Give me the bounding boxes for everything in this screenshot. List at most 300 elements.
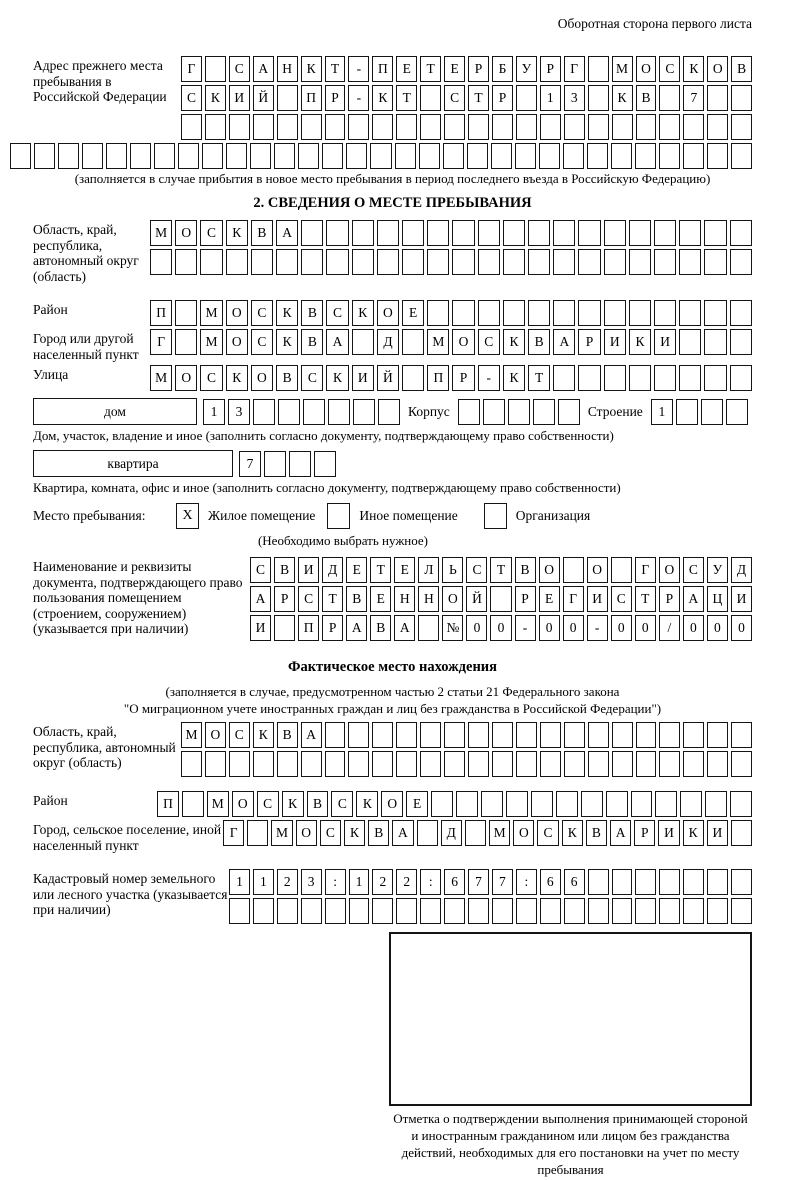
char-box[interactable] (402, 249, 424, 275)
char-box[interactable]: П (150, 300, 172, 326)
char-box[interactable] (730, 329, 752, 355)
char-box[interactable] (492, 114, 513, 140)
char-box[interactable]: Е (406, 791, 428, 817)
char-box[interactable]: 1 (203, 399, 225, 425)
char-box[interactable] (635, 143, 656, 169)
char-box[interactable] (352, 220, 374, 246)
char-box[interactable] (468, 898, 489, 924)
char-box[interactable] (612, 869, 633, 895)
char-box[interactable]: Т (325, 56, 346, 82)
char-box[interactable] (274, 615, 295, 641)
char-box[interactable]: О (707, 56, 728, 82)
char-box[interactable]: Н (418, 586, 439, 612)
char-box[interactable] (420, 114, 441, 140)
char-box[interactable] (629, 300, 651, 326)
char-box[interactable]: У (707, 557, 728, 583)
char-box[interactable]: П (301, 85, 322, 111)
char-box[interactable]: П (298, 615, 319, 641)
char-box[interactable] (611, 557, 632, 583)
char-box[interactable] (659, 898, 680, 924)
char-box[interactable] (659, 85, 680, 111)
char-box[interactable] (629, 365, 651, 391)
char-box[interactable]: А (276, 220, 298, 246)
char-box[interactable] (503, 220, 525, 246)
char-box[interactable] (444, 751, 465, 777)
char-box[interactable] (654, 365, 676, 391)
char-box[interactable]: В (307, 791, 329, 817)
char-box[interactable] (181, 114, 202, 140)
char-box[interactable]: Т (468, 85, 489, 111)
char-box[interactable] (348, 722, 369, 748)
char-box[interactable] (229, 114, 250, 140)
char-box[interactable] (611, 143, 632, 169)
char-box[interactable] (659, 114, 680, 140)
char-box[interactable]: К (372, 85, 393, 111)
char-box[interactable] (352, 329, 374, 355)
char-box[interactable]: И (587, 586, 608, 612)
char-box[interactable] (402, 329, 424, 355)
char-box[interactable]: - (587, 615, 608, 641)
char-box[interactable] (679, 365, 701, 391)
char-box[interactable]: : (420, 869, 441, 895)
char-box[interactable]: М (612, 56, 633, 82)
char-box[interactable] (82, 143, 103, 169)
char-box[interactable] (277, 751, 298, 777)
char-box[interactable] (730, 791, 752, 817)
char-box[interactable] (229, 898, 250, 924)
char-box[interactable] (130, 143, 151, 169)
char-box[interactable] (492, 898, 513, 924)
char-box[interactable] (731, 820, 752, 846)
char-box[interactable]: С (257, 791, 279, 817)
char-box[interactable] (528, 249, 550, 275)
char-box[interactable]: И (654, 329, 676, 355)
char-box[interactable]: В (346, 586, 367, 612)
char-box[interactable]: С (331, 791, 353, 817)
char-box[interactable]: 2 (277, 869, 298, 895)
char-box[interactable] (492, 722, 513, 748)
char-box[interactable] (301, 114, 322, 140)
char-box[interactable] (303, 399, 325, 425)
char-box[interactable] (372, 898, 393, 924)
char-box[interactable]: С (251, 329, 273, 355)
char-box[interactable] (483, 399, 505, 425)
char-box[interactable] (443, 143, 464, 169)
char-box[interactable] (478, 249, 500, 275)
char-box[interactable] (578, 249, 600, 275)
char-box[interactable]: - (348, 56, 369, 82)
char-box[interactable]: В (276, 365, 298, 391)
char-box[interactable] (58, 143, 79, 169)
stay-type-residential-checkbox[interactable]: X (176, 503, 199, 529)
char-box[interactable] (701, 399, 723, 425)
char-box[interactable]: Д (322, 557, 343, 583)
char-box[interactable] (326, 249, 348, 275)
char-box[interactable] (289, 451, 311, 477)
char-box[interactable]: О (251, 365, 273, 391)
char-box[interactable] (402, 365, 424, 391)
char-box[interactable]: Т (396, 85, 417, 111)
char-box[interactable] (301, 220, 323, 246)
char-box[interactable]: И (604, 329, 626, 355)
char-box[interactable] (352, 249, 374, 275)
char-box[interactable]: С (200, 220, 222, 246)
char-box[interactable] (205, 56, 226, 82)
char-box[interactable]: С (181, 85, 202, 111)
char-box[interactable] (492, 751, 513, 777)
char-box[interactable]: М (181, 722, 202, 748)
char-box[interactable]: Д (377, 329, 399, 355)
char-box[interactable] (277, 114, 298, 140)
char-box[interactable] (508, 399, 530, 425)
char-box[interactable] (578, 300, 600, 326)
char-box[interactable]: М (200, 329, 222, 355)
char-box[interactable] (178, 143, 199, 169)
char-box[interactable]: С (444, 85, 465, 111)
char-box[interactable]: 7 (492, 869, 513, 895)
char-box[interactable]: Й (377, 365, 399, 391)
char-box[interactable]: Й (253, 85, 274, 111)
char-box[interactable] (478, 220, 500, 246)
char-box[interactable]: С (251, 300, 273, 326)
char-box[interactable]: К (301, 56, 322, 82)
char-box[interactable] (395, 143, 416, 169)
char-box[interactable] (731, 85, 752, 111)
char-box[interactable] (181, 751, 202, 777)
char-box[interactable] (679, 220, 701, 246)
char-box[interactable] (528, 220, 550, 246)
char-box[interactable]: 0 (466, 615, 487, 641)
char-box[interactable] (683, 869, 704, 895)
char-box[interactable]: 3 (564, 85, 585, 111)
char-box[interactable]: О (377, 300, 399, 326)
char-box[interactable] (731, 143, 752, 169)
char-box[interactable]: 6 (444, 869, 465, 895)
char-box[interactable]: 1 (253, 869, 274, 895)
char-box[interactable] (558, 399, 580, 425)
char-box[interactable]: К (629, 329, 651, 355)
char-box[interactable] (277, 898, 298, 924)
char-box[interactable] (654, 249, 676, 275)
char-box[interactable]: Е (396, 56, 417, 82)
char-box[interactable] (490, 586, 511, 612)
char-box[interactable]: А (346, 615, 367, 641)
char-box[interactable] (707, 898, 728, 924)
char-box[interactable]: Н (277, 56, 298, 82)
char-box[interactable] (444, 898, 465, 924)
char-box[interactable] (726, 399, 748, 425)
char-box[interactable] (533, 399, 555, 425)
char-box[interactable] (553, 220, 575, 246)
char-box[interactable]: С (301, 365, 323, 391)
char-box[interactable]: О (226, 329, 248, 355)
char-box[interactable] (659, 751, 680, 777)
char-box[interactable] (659, 869, 680, 895)
char-box[interactable]: Г (181, 56, 202, 82)
char-box[interactable] (325, 114, 346, 140)
char-box[interactable] (452, 300, 474, 326)
char-box[interactable]: О (205, 722, 226, 748)
char-box[interactable]: - (478, 365, 500, 391)
char-box[interactable]: О (175, 365, 197, 391)
char-box[interactable] (458, 399, 480, 425)
char-box[interactable] (322, 143, 343, 169)
char-box[interactable]: Г (223, 820, 244, 846)
char-box[interactable] (516, 85, 537, 111)
char-box[interactable] (372, 722, 393, 748)
char-box[interactable]: С (298, 586, 319, 612)
char-box[interactable] (540, 722, 561, 748)
char-box[interactable] (587, 143, 608, 169)
char-box[interactable] (314, 451, 336, 477)
char-box[interactable] (478, 300, 500, 326)
char-box[interactable]: Т (420, 56, 441, 82)
char-box[interactable]: Л (418, 557, 439, 583)
char-box[interactable] (420, 898, 441, 924)
char-box[interactable]: В (586, 820, 607, 846)
char-box[interactable]: 1 (349, 869, 370, 895)
char-box[interactable] (431, 791, 453, 817)
char-box[interactable] (515, 143, 536, 169)
char-box[interactable]: Ь (442, 557, 463, 583)
char-box[interactable] (683, 114, 704, 140)
char-box[interactable] (468, 751, 489, 777)
char-box[interactable]: И (731, 586, 752, 612)
char-box[interactable] (704, 365, 726, 391)
char-box[interactable]: Р (540, 56, 561, 82)
char-box[interactable]: В (515, 557, 536, 583)
char-box[interactable]: О (381, 791, 403, 817)
char-box[interactable] (588, 56, 609, 82)
char-box[interactable]: О (296, 820, 317, 846)
char-box[interactable] (182, 791, 204, 817)
char-box[interactable] (417, 820, 438, 846)
char-box[interactable]: И (707, 820, 728, 846)
char-box[interactable]: К (562, 820, 583, 846)
char-box[interactable]: Е (539, 586, 560, 612)
char-box[interactable] (402, 220, 424, 246)
char-box[interactable] (467, 143, 488, 169)
char-box[interactable]: О (659, 557, 680, 583)
char-box[interactable]: И (229, 85, 250, 111)
char-box[interactable] (253, 114, 274, 140)
char-box[interactable]: Е (402, 300, 424, 326)
char-box[interactable] (731, 722, 752, 748)
char-box[interactable]: А (253, 56, 274, 82)
char-box[interactable]: В (301, 300, 323, 326)
char-box[interactable]: Б (492, 56, 513, 82)
char-box[interactable] (704, 249, 726, 275)
char-box[interactable] (491, 143, 512, 169)
char-box[interactable]: Т (322, 586, 343, 612)
char-box[interactable]: К (683, 56, 704, 82)
char-box[interactable]: Д (441, 820, 462, 846)
char-box[interactable] (553, 300, 575, 326)
char-box[interactable] (707, 143, 728, 169)
char-box[interactable] (503, 300, 525, 326)
char-box[interactable]: К (276, 329, 298, 355)
char-box[interactable]: С (229, 722, 250, 748)
char-box[interactable]: К (282, 791, 304, 817)
char-box[interactable]: 6 (540, 869, 561, 895)
char-box[interactable] (175, 329, 197, 355)
char-box[interactable]: В (370, 615, 391, 641)
char-box[interactable]: 0 (611, 615, 632, 641)
char-box[interactable] (528, 300, 550, 326)
char-box[interactable] (540, 114, 561, 140)
char-box[interactable] (636, 751, 657, 777)
char-box[interactable] (349, 898, 370, 924)
char-box[interactable]: С (478, 329, 500, 355)
char-box[interactable]: Р (468, 56, 489, 82)
char-box[interactable] (612, 751, 633, 777)
char-box[interactable] (418, 615, 439, 641)
char-box[interactable]: М (271, 820, 292, 846)
stay-type-organization-checkbox[interactable] (484, 503, 507, 529)
char-box[interactable]: И (298, 557, 319, 583)
char-box[interactable] (205, 751, 226, 777)
char-box[interactable]: 7 (239, 451, 261, 477)
char-box[interactable]: Р (659, 586, 680, 612)
char-box[interactable] (468, 722, 489, 748)
char-box[interactable] (420, 751, 441, 777)
char-box[interactable] (465, 820, 486, 846)
char-box[interactable] (301, 249, 323, 275)
char-box[interactable]: М (150, 365, 172, 391)
char-box[interactable] (563, 557, 584, 583)
char-box[interactable]: Г (564, 56, 585, 82)
char-box[interactable] (427, 249, 449, 275)
char-box[interactable]: Т (370, 557, 391, 583)
char-box[interactable]: № (442, 615, 463, 641)
char-box[interactable]: Г (635, 557, 656, 583)
char-box[interactable] (396, 722, 417, 748)
char-box[interactable]: 0 (490, 615, 511, 641)
char-box[interactable] (707, 722, 728, 748)
char-box[interactable]: В (528, 329, 550, 355)
char-box[interactable]: Р (452, 365, 474, 391)
char-box[interactable] (326, 220, 348, 246)
char-box[interactable] (325, 722, 346, 748)
char-box[interactable] (683, 143, 704, 169)
char-box[interactable] (707, 751, 728, 777)
char-box[interactable]: К (356, 791, 378, 817)
char-box[interactable] (427, 300, 449, 326)
char-box[interactable] (654, 220, 676, 246)
char-box[interactable] (588, 869, 609, 895)
char-box[interactable] (635, 869, 656, 895)
char-box[interactable] (659, 143, 680, 169)
char-box[interactable]: Е (444, 56, 465, 82)
char-box[interactable]: К (503, 365, 525, 391)
char-box[interactable]: А (553, 329, 575, 355)
char-box[interactable] (250, 143, 271, 169)
char-box[interactable] (456, 791, 478, 817)
char-box[interactable]: Т (635, 586, 656, 612)
char-box[interactable]: 0 (539, 615, 560, 641)
char-box[interactable]: К (612, 85, 633, 111)
char-box[interactable]: Р (325, 85, 346, 111)
char-box[interactable] (346, 143, 367, 169)
char-box[interactable] (707, 114, 728, 140)
char-box[interactable] (154, 143, 175, 169)
char-box[interactable] (629, 220, 651, 246)
char-box[interactable]: - (515, 615, 536, 641)
char-box[interactable]: С (683, 557, 704, 583)
char-box[interactable]: Ц (707, 586, 728, 612)
char-box[interactable] (704, 329, 726, 355)
char-box[interactable]: 7 (468, 869, 489, 895)
char-box[interactable] (396, 898, 417, 924)
char-box[interactable] (683, 898, 704, 924)
char-box[interactable] (588, 722, 609, 748)
char-box[interactable]: : (516, 869, 537, 895)
char-box[interactable] (516, 114, 537, 140)
char-box[interactable] (564, 114, 585, 140)
char-box[interactable]: / (659, 615, 680, 641)
char-box[interactable] (635, 898, 656, 924)
char-box[interactable]: М (150, 220, 172, 246)
char-box[interactable]: О (175, 220, 197, 246)
char-box[interactable] (655, 791, 677, 817)
char-box[interactable] (372, 114, 393, 140)
char-box[interactable] (325, 751, 346, 777)
char-box[interactable] (563, 143, 584, 169)
char-box[interactable] (175, 300, 197, 326)
char-box[interactable]: М (427, 329, 449, 355)
char-box[interactable] (730, 365, 752, 391)
char-box[interactable] (730, 249, 752, 275)
char-box[interactable] (707, 85, 728, 111)
char-box[interactable]: К (276, 300, 298, 326)
char-box[interactable]: Р (492, 85, 513, 111)
char-box[interactable] (378, 399, 400, 425)
char-box[interactable] (301, 898, 322, 924)
char-box[interactable] (150, 249, 172, 275)
char-box[interactable] (604, 220, 626, 246)
char-box[interactable]: У (516, 56, 537, 82)
char-box[interactable] (704, 300, 726, 326)
char-box[interactable] (612, 722, 633, 748)
char-box[interactable]: Е (346, 557, 367, 583)
char-box[interactable] (654, 300, 676, 326)
char-box[interactable]: 2 (372, 869, 393, 895)
char-box[interactable] (229, 751, 250, 777)
char-box[interactable]: Г (563, 586, 584, 612)
char-box[interactable]: И (352, 365, 374, 391)
char-box[interactable] (705, 791, 727, 817)
char-box[interactable]: М (207, 791, 229, 817)
char-box[interactable]: 1 (229, 869, 250, 895)
char-box[interactable] (377, 220, 399, 246)
char-box[interactable]: В (368, 820, 389, 846)
char-box[interactable] (253, 399, 275, 425)
char-box[interactable] (419, 143, 440, 169)
char-box[interactable]: С (229, 56, 250, 82)
char-box[interactable] (427, 220, 449, 246)
char-box[interactable] (680, 791, 702, 817)
char-box[interactable]: 0 (683, 615, 704, 641)
char-box[interactable] (353, 399, 375, 425)
char-box[interactable]: П (157, 791, 179, 817)
char-box[interactable] (612, 898, 633, 924)
char-box[interactable]: Г (150, 329, 172, 355)
char-box[interactable]: 3 (301, 869, 322, 895)
char-box[interactable]: Р (634, 820, 655, 846)
stay-type-other-checkbox[interactable] (327, 503, 350, 529)
char-box[interactable]: 1 (540, 85, 561, 111)
char-box[interactable]: А (392, 820, 413, 846)
